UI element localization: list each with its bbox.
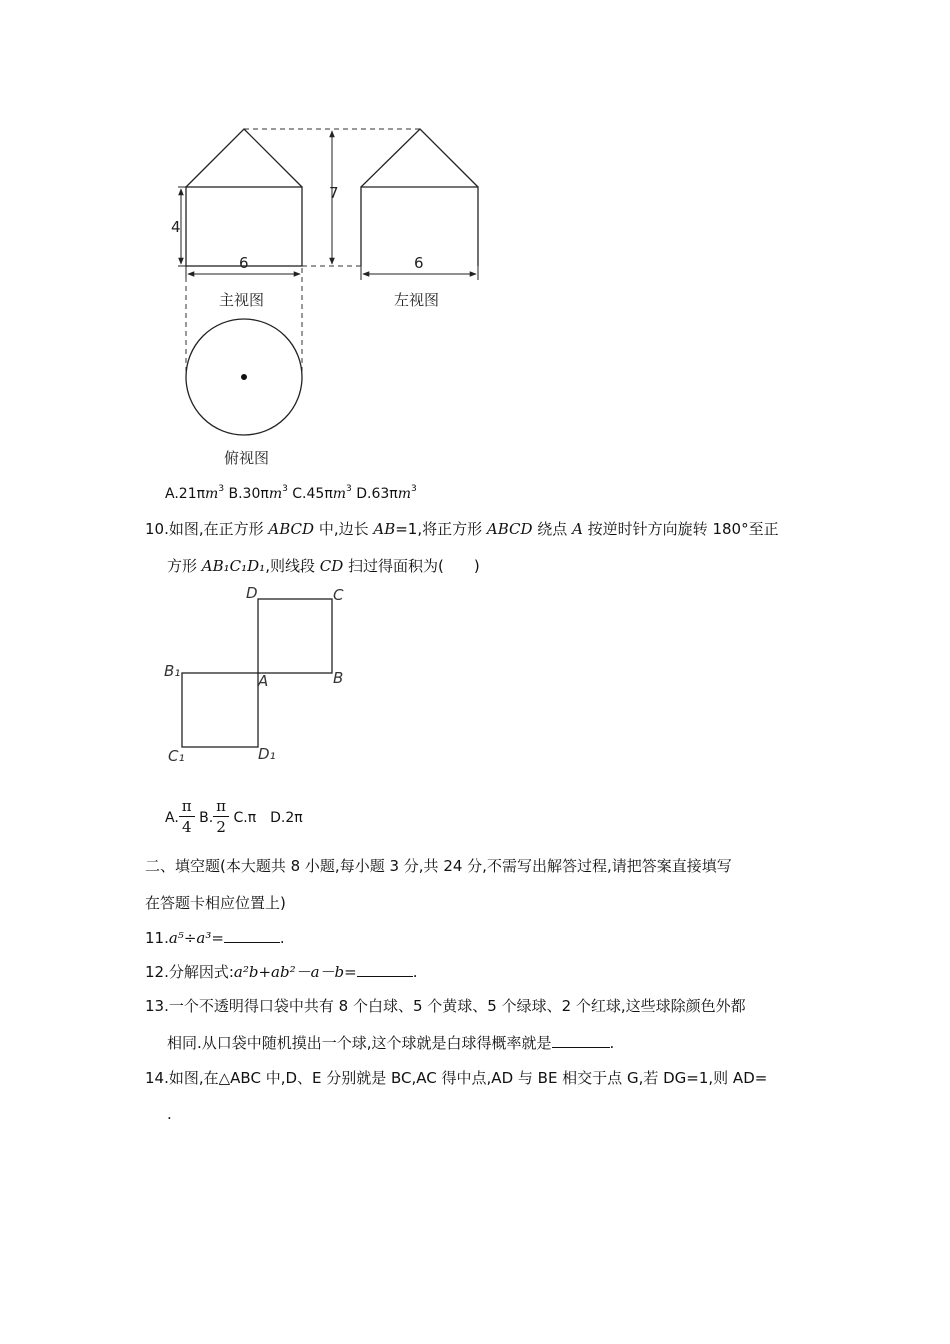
label-top-view: 俯视图 [224,449,270,467]
q9-options: $A.21\pi m^3$ $B.30\pi m^3$ $C.45\pi m^3$ $D.63\pi m^3$ [165,484,417,502]
dim-label-7: 7 [329,184,339,202]
section2-line1: 二、填空题(本大题共 8 小题,每小题 3 分,共 24 分,不需写出解答过程,请把答案直接填写 [145,857,732,875]
label-D: D [246,584,258,602]
dim-label-6-front: 6 [239,254,249,272]
dashed-guides [186,129,420,371]
fraction-pi-over-2: $\frac{\pi}{2}$ [213,796,229,837]
q10-line2: 方形 AB₁C₁D₁,则线段 CD 扫过得面积为( ) [167,557,480,575]
dim-label-4: 4 [171,218,181,236]
answer-blank[interactable] [357,962,413,977]
q13-line1: 13.一个不透明得口袋中共有 8 个白球、5 个黄球、5 个绿球、2 个红球,这些球除颜色外都 [145,997,746,1015]
label-B: B [333,669,344,687]
q14-line2: . [167,1105,172,1123]
label-C1: C₁ [168,747,185,765]
label-side-view: 左视图 [394,291,440,309]
fraction-pi-over-4: $\frac{\pi}{4}$ [179,796,195,837]
q10-line1: 10.如图,在正方形 ABCD 中,边长 AB=1,将正方形 ABCD 绕点 A 按逆时针方向旋转 180°至正 [145,520,779,538]
label-C: C [333,586,344,604]
square-abcd [258,599,332,673]
top-view-center [241,374,247,380]
answer-blank[interactable] [224,928,280,943]
q12: 12.分解因式:a²b+ab²－a－b= . [145,963,418,981]
three-view-figure [160,118,500,470]
dim-label-6-side: 6 [414,254,424,272]
squares-figure [160,580,360,770]
label-A: A [258,672,269,690]
label-B1: B₁ [164,662,181,680]
section2-line2: 在答题卡相应位置上) [145,894,286,912]
q11: 11.a⁵÷a³= . [145,929,285,947]
answer-blank[interactable] [552,1033,610,1048]
square-ab1c1d1 [182,673,258,747]
q13-line2: 相同.从口袋中随机摸出一个球,这个球就是白球得概率就是 . [167,1034,615,1052]
label-front-view: 主视图 [219,291,265,309]
q10-options: A. $\frac{\pi}{4}$ B. $\frac{\pi}{2}$ C.π D.2π [165,796,303,836]
side-view [361,129,478,266]
front-view [186,129,302,266]
q14-line1: 14.如图,在△ABC 中,D、E 分别就是 BC,AC 得中点,AD 与 BE 相交于点 G,若 DG=1,则 AD= [145,1069,768,1087]
label-D1: D₁ [258,745,276,763]
